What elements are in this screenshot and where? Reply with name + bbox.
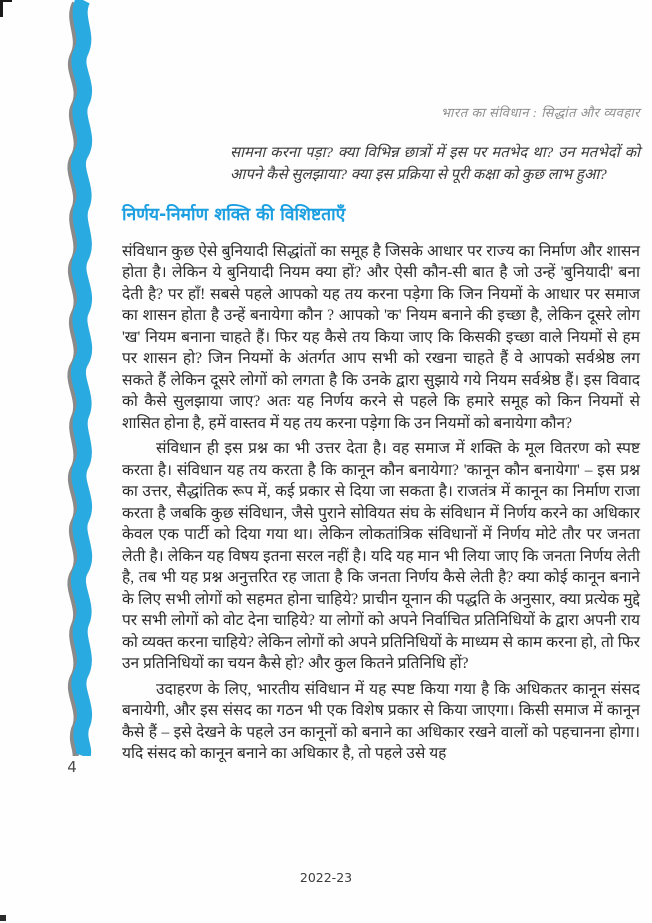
body-paragraph: संविधान कुछ ऐसे बुनियादी सिद्धांतों का समूह है जिसके आधार पर राज्य का निर्माण और शासन होता है। लेकिन ये बुनियादी नियम क्या हों? और ऐसी कौन-सी बात है जो उन्हें 'बुनियादी' बना देती है? पर हाँ! सबसे पहले आपको यह तय करना पड़ेगा कि जिन नियमों के आधार पर समाज का शासन होता है उन्हें बनायेगा कौन ? आपको 'क' नियम बनाने की इच्छा है, लेकिन दूसरे लोग 'ख' नियम बनाना चाहते हैं। फिर यह कैसे तय किया जाए कि किसकी इच्छा वाले नियमों से हम पर शासन हो? जिन नियमों के अंतर्गत आप सभी को रखना चाहते हैं वे आपको सर्वश्रेष्ठ लग सकते हैं लेकिन दूसरे लोगों को लगता है कि उनके द्वारा सुझाये गये नियम सर्वश्रेष्ठ हैं। इस विवाद को कैसे सुलझाया जाए? अतः यह निर्णय करने से पहले कि हमारे समूह को किन नियमों से शासित होना है, हमें वास्तव में यह तय करना पड़ेगा कि उन नियमों को बनायेगा कौन? xyxy=(122,242,640,432)
running-header: भारत का संविधान : सिद्धांत और व्यवहार xyxy=(440,105,640,120)
crop-mark-bottom-left xyxy=(0,915,6,921)
section-heading: निर्णय-निर्माण शक्ति की विशिष्टताएँ xyxy=(122,205,346,225)
wave-stripe-svg xyxy=(50,0,110,756)
body-paragraph: उदाहरण के लिए, भारतीय संविधान में यह स्पष्ट किया गया है कि अधिकतर कानून संसद बनायेगी, और इस संसद का गठन भी एक विशेष प्रकार से किया जाएगा। किसी समाज में कानून कैसे हैं – इसे देखने के पहले उन कानूनों को बनाने का अधिकार रखने वालों को पहचानना होगा। यदि संसद को कानून बनाने का अधिकार है, तो पहले उसे यह xyxy=(122,680,640,763)
crop-mark-top-left xyxy=(0,0,12,17)
decorative-wave-stripe xyxy=(50,0,110,756)
footer-year: 2022-23 xyxy=(299,870,353,885)
body-paragraph: संविधान ही इस प्रश्न का भी उत्तर देता है। वह समाज में शक्ति के मूल वितरण को स्पष्ट करता है। संविधान यह तय करता है कि कानून कौन बनायेगा? 'कानून कौन बनायेगा' – इस प्रश्न का उत्तर, सैद्धांतिक रूप में, कई प्रकार से दिया जा सकता है। राजतंत्र में कानून का निर्माण राजा करता है जबकि कुछ संविधान, जैसे पुराने सोवियत संघ के संविधान में निर्णय करने का अधिकार केवल एक पार्टी को दिया गया था। लेकिन लोकतांत्रिक संविधानों में निर्णय मोटे तौर पर जनता लेती है। लेकिन यह विषय इतना सरल नहीं है। यदि यह मान भी लिया जाए कि जनता निर्णय लेती है, तब भी यह प्रश्न अनुत्तरित रह जाता है कि जनता निर्णय कैसे लेती है? क्या कोई कानून बनाने के लिए सभी लोगों को सहमत होना चाहिये? प्राचीन यूनान की पद्धति के अनुसार, क्या प्रत्येक मुद्दे पर सभी लोगों को वोट देना चाहिये? या लोगों को अपने निर्वाचित प्रतिनिधियों के द्वारा अपनी राय को व्यक्त करना चाहिये? लेकिन लोगों को अपने प्रतिनिधियों के माध्यम से काम करना हो, तो फिर उन प्रतिनिधियों का चयन कैसे हो? और कुल कितने प्रतिनिधि हों? xyxy=(122,440,640,673)
intro-question-text: सामना करना पड़ा? क्या विभिन्न छात्रों में इस पर मतभेद था? उन मतभेदों को आपने कैसे सुलझाया? क्या इस प्रक्रिया से पूरी कक्षा को कुछ लाभ हुआ? xyxy=(230,145,640,183)
text-column xyxy=(122,0,640,765)
page-number: 4 xyxy=(67,758,77,776)
